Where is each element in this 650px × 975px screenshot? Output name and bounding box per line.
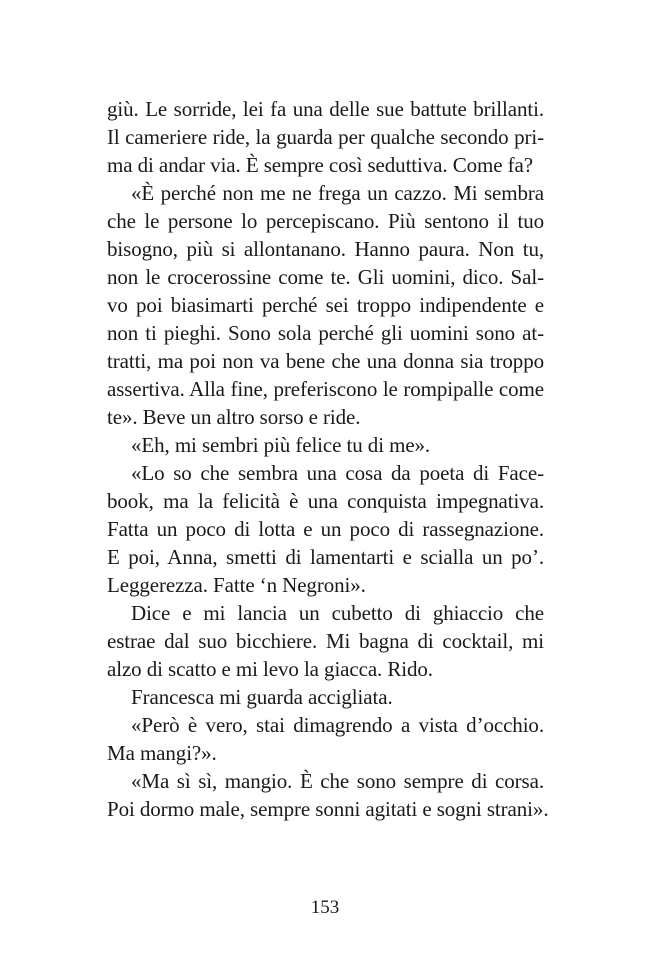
page-number: 153	[310, 897, 340, 918]
text-line: Francesca mi guarda accigliata.	[131, 685, 393, 709]
text-line: tratti, ma poi non va bene che una donna sia troppo	[107, 349, 544, 373]
text-line: Il cameriere ride, la guarda per qualche secondo pri-	[107, 125, 544, 149]
text-line: estrae dal suo bicchiere. Mi bagna di cocktail, mi	[107, 629, 544, 653]
text-line: ma di andar via. È sempre così seduttiva. Come fa?	[107, 153, 533, 177]
text-line: te». Beve un altro sorso e ride.	[107, 405, 361, 429]
text-line: giù. Le sorride, lei fa una delle sue battute brillanti.	[107, 97, 544, 121]
text-line: «Però è vero, stai dimagrendo a vista d’occhio.	[131, 713, 544, 737]
text-line: «Eh, mi sembri più felice tu di me».	[131, 433, 431, 457]
text-line: non ti pieghi. Sono sola perché gli uomini sono at-	[107, 321, 544, 345]
text-line: non le crocerossine come te. Gli uomini, dico. Sal-	[107, 265, 544, 289]
text-line: che le persone lo percepiscano. Più sentono il tuo	[107, 209, 544, 233]
text-line: alzo di scatto e mi levo la giacca. Rido.	[107, 657, 433, 681]
text-line: Leggerezza. Fatte ‘n Negroni».	[107, 573, 366, 597]
text-line: Ma mangi?».	[107, 741, 217, 765]
text-line: «È perché non me ne frega un cazzo. Mi sembra	[131, 181, 544, 205]
text-line: vo poi biasimarti perché sei troppo indipendente e	[107, 293, 544, 317]
text-line: Poi dormo male, sempre sonni agitati e sogni strani».	[107, 797, 549, 821]
page-body	[107, 95, 549, 823]
text-line: Fatta un poco di lotta e un poco di rassegnazione.	[107, 517, 544, 541]
text-line: Dice e mi lancia un cubetto di ghiaccio che	[131, 601, 544, 625]
text-line: «Ma sì sì, mangio. È che sono sempre di corsa.	[131, 769, 544, 793]
text-line: book, ma la felicità è una conquista impegnativa.	[107, 489, 544, 513]
text-line: E poi, Anna, smetti di lamentarti e scialla un po’.	[107, 545, 544, 569]
text-line: bisogno, più si allontanano. Hanno paura. Non tu,	[107, 237, 544, 261]
text-line: «Lo so che sembra una cosa da poeta di Face-	[131, 461, 544, 485]
text-line: assertiva. Alla fine, preferiscono le rompipalle come	[107, 377, 544, 401]
